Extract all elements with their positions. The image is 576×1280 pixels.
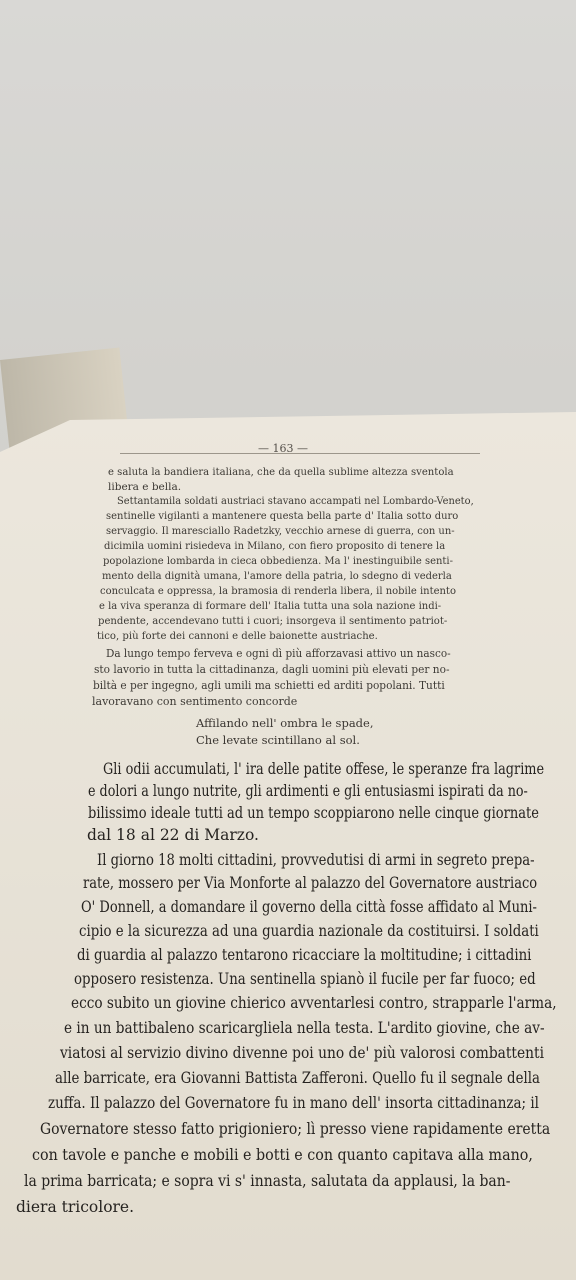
verse-line: Affilando nell' ombra le spade,	[196, 716, 374, 730]
text-line: O' Donnell, a domandare il governo della città fosse affidato al Muni-	[81, 898, 537, 916]
text-line: zuffa. Il palazzo del Governatore fu in mano dell' insorta cittadinanza; il	[48, 1094, 539, 1112]
text-line: conculcata e oppressa, la bramosia di renderla libera, il nobile intento	[100, 585, 456, 597]
page-number: — 163 —	[258, 442, 308, 455]
text-line: opposero resistenza. Una sentinella spianò il fucile per far fuoco; ed	[74, 970, 536, 988]
text-line: pendente, accendevano tutti i cuori; insorgeva il sentimento patriot-	[98, 615, 448, 627]
text-line: dal 18 al 22 di Marzo.	[87, 826, 259, 844]
verse-line: Che levate scintillano al sol.	[196, 733, 360, 747]
text-line: rate, mossero per Via Monforte al palazzo del Governatore austriaco	[83, 874, 538, 892]
text-line: sto lavorio in tutta la cittadinanza, dagli uomini più elevati per no-	[94, 663, 450, 676]
text-line: lavoravano con sentimento concorde	[92, 695, 298, 708]
text-line: Settantamila soldati austriaci stavano accampati nel Lombardo-Veneto,	[117, 495, 474, 507]
text-line: diera tricolore.	[16, 1198, 135, 1216]
text-line: mento della dignità umana, l'amore della patria, lo sdegno di vederla	[102, 570, 452, 582]
text-line: libera e bella.	[108, 481, 182, 493]
text-line: Il giorno 18 molti cittadini, provvedutisi di armi in segreto prepa-	[97, 851, 535, 869]
text-line: servaggio. Il maresciallo Radetzky, vecchio arnese di guerra, con un-	[106, 525, 455, 537]
text-line: biltà e per ingegno, agli umili ma schietti ed arditi popolani. Tutti	[93, 679, 445, 692]
header-rule	[120, 453, 480, 454]
text-line: Governatore stesso fatto prigioniero; lì presso viene rapidamente eretta	[40, 1120, 551, 1138]
text-line: e saluta la bandiera italiana, che da quella sublime altezza sventola	[108, 466, 454, 478]
text-line: di guardia al palazzo tentarono ricacciare la moltitudine; i cittadini	[77, 946, 532, 964]
text-line: alle barricate, era Giovanni Battista Zafferoni. Quello fu il segnale della	[55, 1069, 540, 1087]
text-line: la prima barricata; e sopra vi s' innasta, salutata da applausi, la ban-	[24, 1172, 511, 1190]
text-line: cipio e la sicurezza ad una guardia nazionale da costituirsi. I soldati	[79, 922, 539, 940]
text-line: bilissimo ideale tutti ad un tempo scoppiarono nelle cinque giornate	[88, 804, 539, 822]
text-line: tico, più forte dei cannoni e delle baionette austriache.	[97, 630, 378, 642]
text-line: popolazione lombarda in cieca obbedienza. Ma l' inestinguibile senti-	[103, 555, 453, 567]
text-line: Da lungo tempo ferveva e ogni dì più afforzavasi attivo un nasco-	[106, 647, 451, 660]
text-line: sentinelle vigilanti a mantenere questa bella parte d' Italia sotto duro	[106, 510, 459, 522]
text-line: e la viva speranza di formare dell' Italia tutta una sola nazione indi-	[99, 600, 442, 612]
text-line: Gli odii accumulati, l' ira delle patite offese, le speranze fra lagrime	[103, 760, 545, 778]
text-line: e dolori a lungo nutrite, gli ardimenti e gli entusiasmi ispirati da no-	[88, 782, 528, 800]
text-line: e in un battibaleno scaricargliela nella testa. L'ardito giovine, che av-	[64, 1019, 545, 1037]
text-line: dicimila uomini risiedeva in Milano, con fiero proposito di tenere la	[104, 540, 446, 552]
text-line: con tavole e panche e mobili e botti e con quanto capitava alla mano,	[32, 1146, 533, 1164]
text-line: viatosi al servizio divino divenne poi uno de' più valorosi combattenti	[60, 1044, 544, 1062]
text-line: ecco subito un giovine chierico avventarlesi contro, strapparle l'arma,	[71, 994, 557, 1012]
